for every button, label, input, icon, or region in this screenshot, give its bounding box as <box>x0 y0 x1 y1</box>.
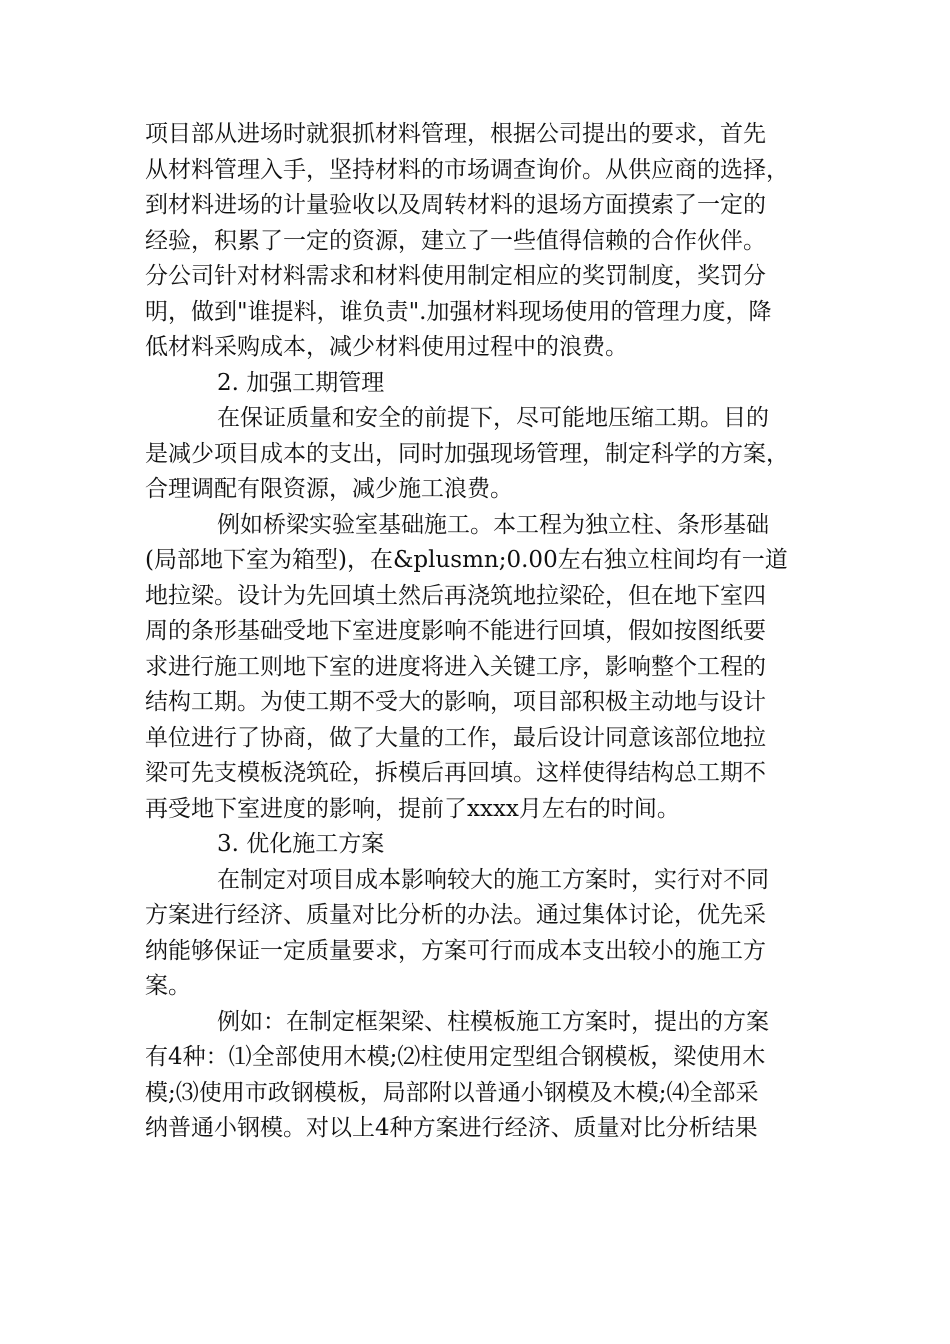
text-line: 是减少项目成本的支出，同时加强现场管理，制定科学的方案， <box>145 440 789 467</box>
text-line: 2. 加强工期管理 <box>217 369 385 396</box>
text-line: 经验，积累了一定的资源，建立了一些值得信赖的合作伙伴。 <box>145 227 766 254</box>
text-line: 周的条形基础受地下室进度影响不能进行回填，假如按图纸要 <box>145 618 766 644</box>
text-line: 纳能够保证一定质量要求，方案可行而成本支出较小的施工方 <box>145 937 766 964</box>
text-line: 明，做到"谁提料，谁负责".加强材料现场使用的管理力度，降 <box>145 298 772 325</box>
document-body <box>145 117 805 1147</box>
text-line: 在制定对项目成本影响较大的施工方案时，实行对不同 <box>217 866 769 893</box>
text-line: 从材料管理入手，坚持材料的市场调查询价。从供应商的选择， <box>145 156 789 183</box>
text-line: 地拉梁。设计为先回填土然后再浇筑地拉梁砼，但在地下室四 <box>145 582 766 609</box>
text-line: 再受地下室进度的影响，提前了xxxx月左右的时间。 <box>145 795 680 822</box>
text-line: 模;⑶使用市政钢模板，局部附以普通小钢模及木模;⑷全部采 <box>145 1079 759 1106</box>
text-line: 例如：在制定框架梁、柱模板施工方案时，提出的方案 <box>217 1008 769 1035</box>
text-line: 单位进行了协商，做了大量的工作，最后设计同意该部位地拉 <box>145 724 766 751</box>
text-line: 例如桥梁实验室基础施工。本工程为独立柱、条形基础 <box>217 511 769 538</box>
text-line: 有4种：⑴全部使用木模;⑵柱使用定型组合钢模板，梁使用木 <box>145 1044 766 1070</box>
text-line: 合理调配有限资源，减少施工浪费。 <box>145 476 513 502</box>
text-line: 3. 优化施工方案 <box>217 831 385 857</box>
text-line: 方案进行经济、质量对比分析的办法。通过集体讨论，优先采 <box>145 902 766 928</box>
text-line: (局部地下室为箱型)，在&plusmn;0.00左右独立柱间均有一道 <box>145 547 788 573</box>
text-line: 项目部从进场时就狠抓材料管理，根据公司提出的要求，首先 <box>145 121 766 147</box>
text-line: 纳普通小钢模。对以上4种方案进行经济、质量对比分析结果 <box>145 1115 758 1141</box>
text-line: 结构工期。为使工期不受大的影响，项目部积极主动地与设计 <box>145 689 766 715</box>
text-line: 求进行施工则地下室的进度将进入关键工序，影响整个工程的 <box>145 653 766 680</box>
text-line: 案。 <box>145 973 191 999</box>
text-line: 梁可先支模板浇筑砼，拆模后再回填。这样使得结构总工期不 <box>145 760 766 786</box>
text-line: 分公司针对材料需求和材料使用制定相应的奖罚制度，奖罚分 <box>145 263 766 289</box>
text-line: 到材料进场的计量验收以及周转材料的退场方面摸索了一定的 <box>145 192 766 218</box>
text-line: 低材料采购成本，减少材料使用过程中的浪费。 <box>145 334 628 360</box>
text-line: 在保证质量和安全的前提下，尽可能地压缩工期。目的 <box>217 405 769 431</box>
